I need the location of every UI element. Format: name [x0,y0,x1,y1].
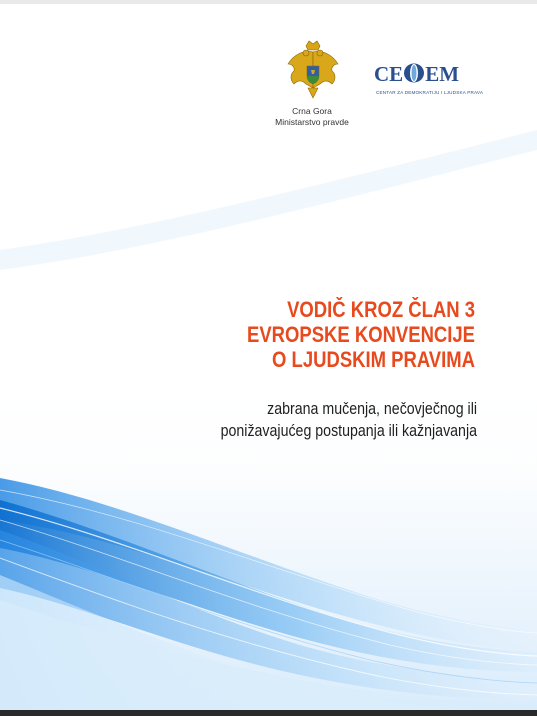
coat-of-arms-icon [284,40,342,102]
cedem-letters-right: EM [425,62,460,86]
cedem-d-icon [403,63,425,83]
cedem-subtitle: CENTAR ZA DEMOKRATIJU I LJUDSKA PRAVA [376,90,484,95]
subtitle-line-1: zabrana mučenja, nečovječnog ili [267,400,477,418]
cedem-letters-left: CE [374,62,404,86]
title-line-1: VODIČ KROZ ČLAN 3 [287,297,475,322]
ministry-name: Ministarstvo pravde [275,117,349,127]
subtitle-line-2: ponižavajućeg postupanja ili kažnjavanja [220,422,477,440]
bottom-border [0,710,537,716]
ministry-caption [262,106,362,128]
title-line-3: O LJUDSKIM PRAVIMA [272,347,475,372]
document-subtitle [57,398,477,442]
country-name: Crna Gora [292,106,332,116]
title-line-2: EVROPSKE KONVENCIJE [247,322,475,347]
document-title [95,297,475,372]
cedem-logo [374,60,484,100]
